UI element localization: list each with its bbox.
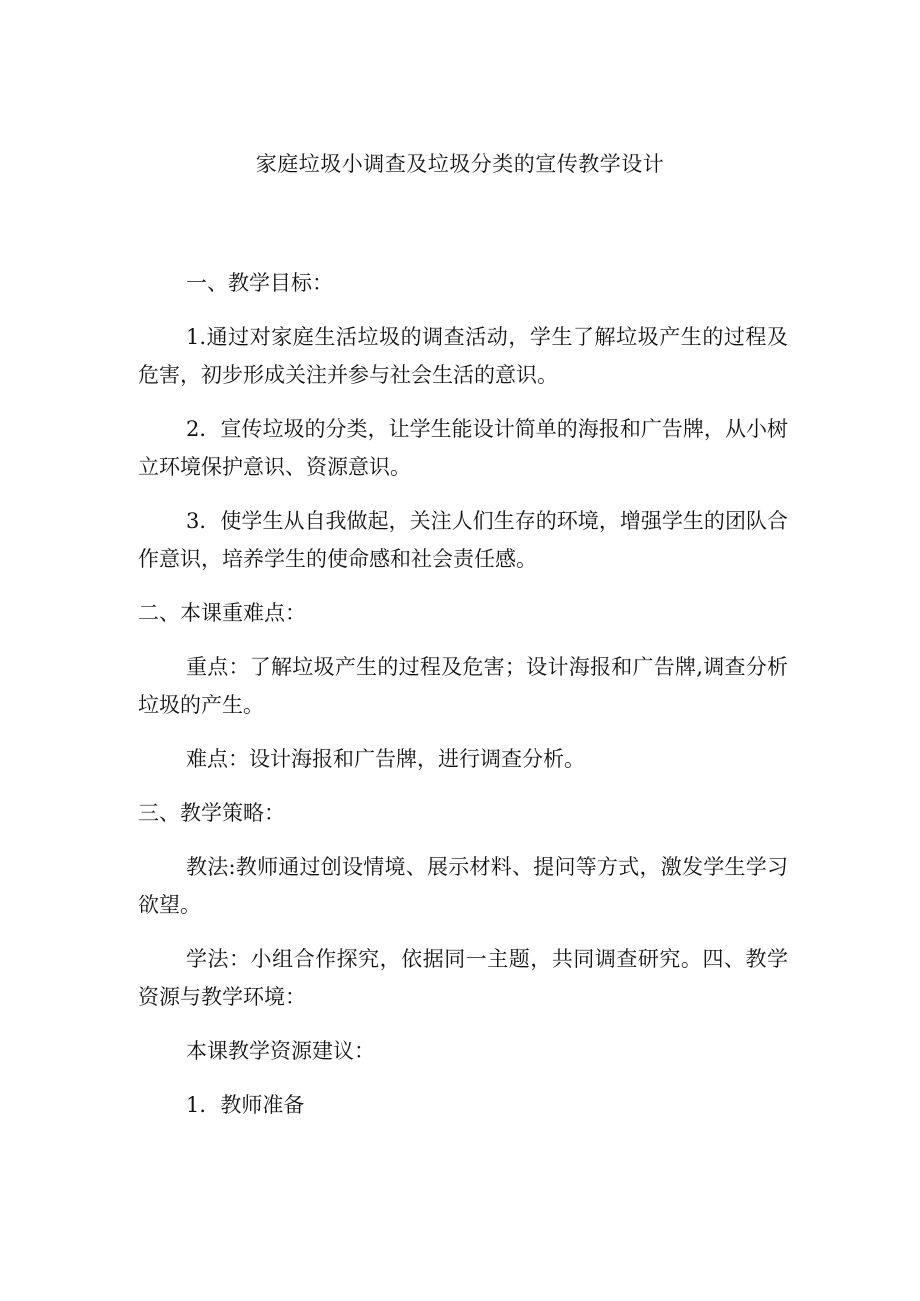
teacher-preparation-item: 1．教师准备 [186, 1093, 305, 1117]
difficulty-paragraph: 难点：设计海报和广告牌，进行调查分析。 [186, 747, 585, 771]
resource-suggestion-paragraph: 本课教学资源建议： [186, 1039, 375, 1063]
document-body [138, 264, 788, 1140]
key-point-paragraph: 重点：了解垃圾产生的过程及危害；设计海报和广告牌,调查分析垃圾的产生。 [138, 655, 788, 717]
teaching-method-paragraph: 教法:教师通过创设情境、展示材料、提问等方式，激发学生学习欲望。 [138, 855, 788, 917]
document-title: 家庭垃圾小调查及垃圾分类的宣传教学设计 [255, 152, 665, 176]
section-heading-key-points: 二、本课重难点： [138, 601, 306, 625]
objective-item-3: 3．使学生从自我做起，关注人们生存的环境，增强学生的团队合作意识，培养学生的使命感和社会责任感。 [138, 509, 788, 571]
objective-item-2: 2．宣传垃圾的分类，让学生能设计简单的海报和广告牌，从小树立环境保护意识、资源意识。 [138, 417, 788, 479]
objective-item-1: 1.通过对家庭生活垃圾的调查活动，学生了解垃圾产生的过程及危害，初步形成关注并参与社会生活的意识。 [138, 325, 788, 387]
section-heading-objectives: 一、教学目标： [186, 271, 333, 295]
learning-method-paragraph: 学法：小组合作探究，依据同一主题，共同调查研究。四、教学资源与教学环境： [138, 947, 788, 1009]
section-heading-strategy: 三、教学策略： [138, 801, 285, 825]
